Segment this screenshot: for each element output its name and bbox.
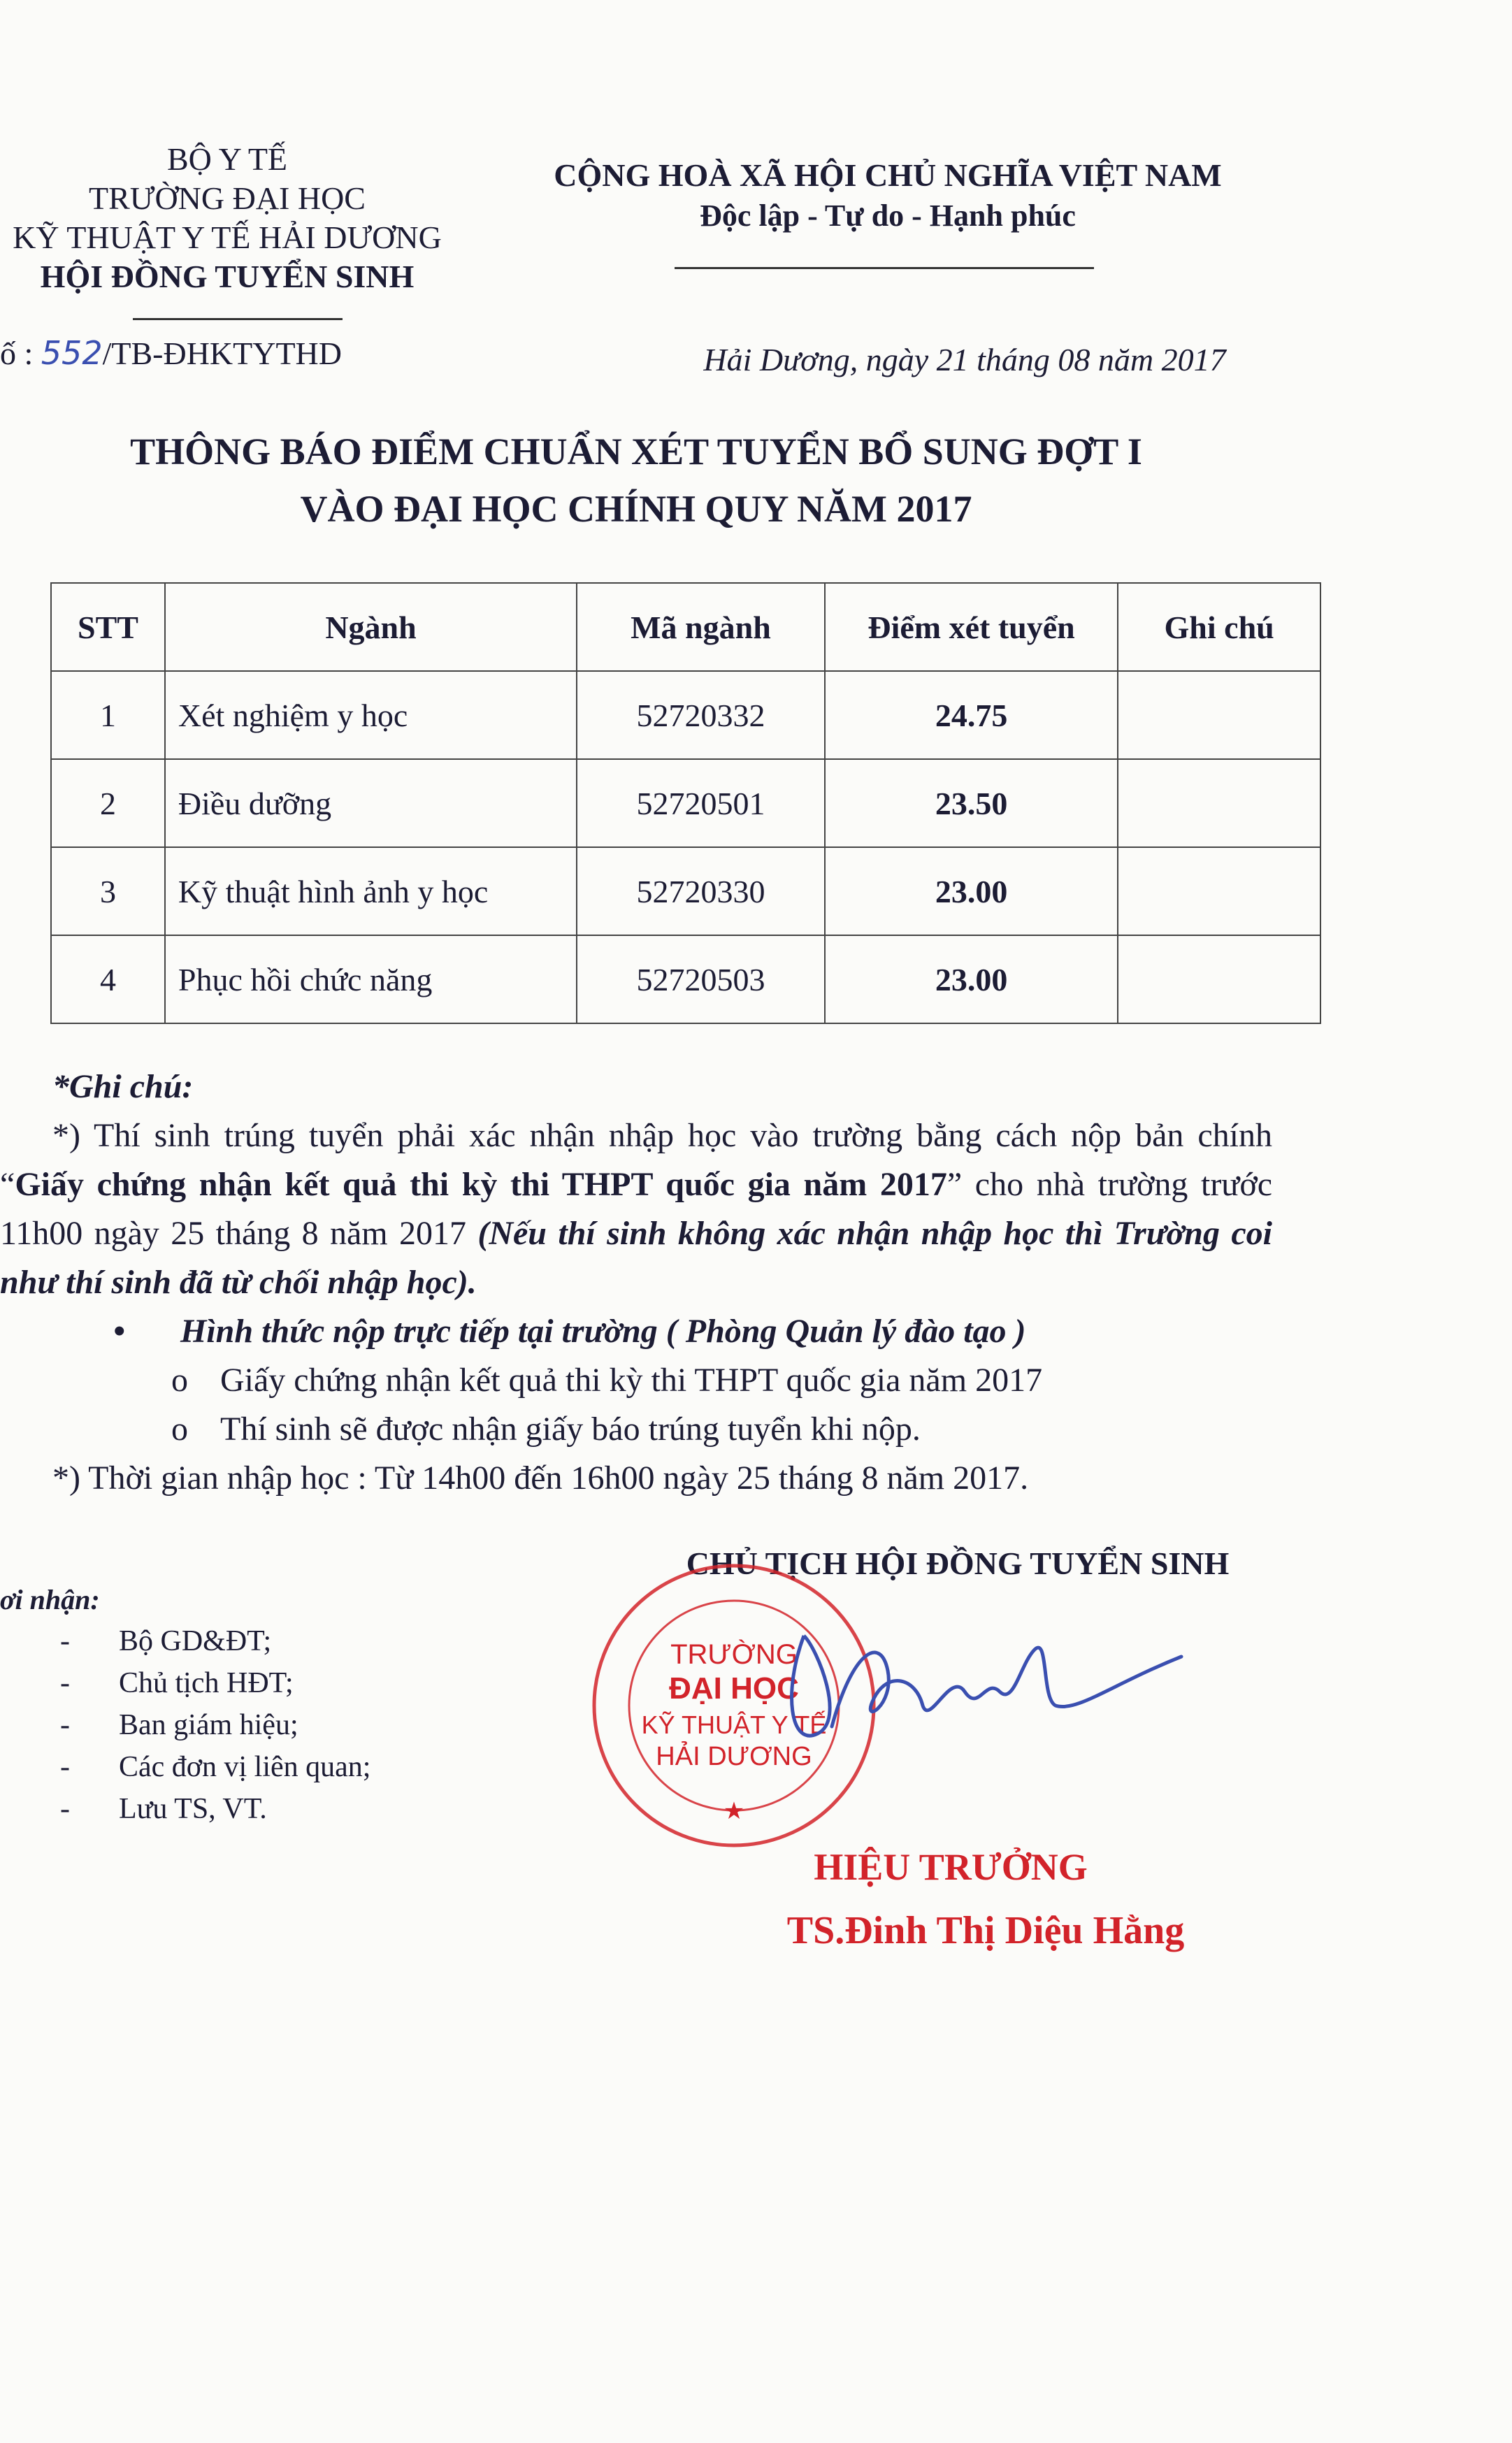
stamp-text-line2: ĐẠI HỌC [669,1671,799,1706]
table-row [51,935,1320,1023]
national-motto: Độc lập - Tự do - Hạnh phúc [700,199,1076,233]
recipient-text: Lưu TS, VT. [119,1793,267,1825]
list-item: - Lưu TS, VT. [0,1788,370,1830]
stamp-text-line1: TRƯỜNG [670,1639,798,1670]
cell-diem: 24.75 [825,671,1118,759]
stamp-star-icon: ★ [723,1799,745,1824]
cell-nganh: Phục hồi chức năng [165,935,577,1023]
header-stt: STT [51,583,165,671]
signer-role: HIỆU TRƯỞNG [814,1846,1088,1888]
recipients-list [0,1620,370,1830]
title-line1: THÔNG BÁO ĐIỂM CHUẨN XÉT TUYỂN BỔ SUNG ĐỢT I [130,431,1142,473]
cell-nganh: Điều dưỡng [165,759,577,847]
notes-p1-certificate: Giấy chứng nhận kết quả thi kỳ thi THPT quốc gia năm 2017 [15,1166,947,1203]
notes-paragraph-enrollment-time: *) Thời gian nhập học : Từ 14h00 đến 16h00 ngày 25 tháng 8 năm 2017. [52,1460,1029,1497]
header-ghi-chu: Ghi chú [1118,583,1320,671]
notes-p1-warning: (Nếu thí sinh không xác nhận nhập học thì Trường coi như thí sinh đã từ chối nhập học). [0,1215,1272,1301]
cell-ma-nganh: 52720330 [577,847,825,935]
circle-bullet-icon: o [171,1362,188,1399]
cell-stt: 1 [51,671,165,759]
cell-ma-nganh: 52720501 [577,759,825,847]
cell-ghi-chu [1118,847,1320,935]
doc-number-suffix: /TB-ĐHKTYTHD [102,336,342,371]
notes-subitem [0,1356,1272,1405]
subitem-text: Thí sinh sẽ được nhận giấy báo trúng tuyển khi nộp. [220,1411,921,1448]
header-diem: Điểm xét tuyển [825,583,1118,671]
national-header [517,155,1258,236]
cell-nganh: Kỹ thuật hình ảnh y học [165,847,577,935]
doc-number-prefix: ố : [0,336,41,371]
list-item: - Bộ GD&ĐT; [0,1620,370,1662]
doc-number-handwritten: 552 [41,334,103,372]
recipient-text: Ban giám hiệu; [119,1709,298,1741]
document-number [0,334,342,372]
table-row [51,671,1320,759]
organization-divider [133,318,343,320]
handwritten-signature [776,1608,1195,1768]
cell-stt: 2 [51,759,165,847]
table-header-row [51,583,1320,671]
list-item: - Chủ tịch HĐT; [0,1662,370,1704]
stamp-text-line4: HẢI DƯƠNG [656,1742,812,1771]
organization-block [0,140,454,296]
recipient-text: Các đơn vị liên quan; [119,1751,371,1783]
school-name-line1: TRƯỜNG ĐẠI HỌC [88,180,366,216]
notes-bullet-submission [0,1307,1272,1356]
header-ma-nganh: Mã ngành [577,583,825,671]
nation-name: CỘNG HOÀ XÃ HỘI CHỦ NGHĨA VIỆT NAM [554,157,1222,193]
notes-paragraph-confirmation [0,1111,1272,1307]
bullet-dot-icon: • [113,1313,125,1350]
cell-ghi-chu [1118,759,1320,847]
notes-subitem [0,1405,1272,1454]
signer-name: TS.Đinh Thị Diệu Hằng [786,1909,1185,1952]
admission-score-table [50,582,1321,1024]
signature-title: CHỦ TỊCH HỘI ĐỒNG TUYỂN SINH [686,1545,1230,1581]
cell-ghi-chu [1118,671,1320,759]
notes-p1-part2: ” cho nhà trường trước 11h00 ngày 25 tháng 8 năm 2017 [0,1166,1272,1252]
recipient-text: Chủ tịch HĐT; [119,1667,294,1699]
list-item: - Ban giám hiệu; [0,1704,370,1746]
table-row [51,759,1320,847]
motto-underline [675,267,1094,269]
cell-diem: 23.50 [825,759,1118,847]
ministry-name: BỘ Y TẾ [166,141,288,177]
cell-ma-nganh: 52720503 [577,935,825,1023]
notes-heading: *Ghi chú: [52,1068,194,1105]
circle-bullet-icon: o [171,1411,188,1448]
title-line2: VÀO ĐẠI HỌC CHÍNH QUY NĂM 2017 [300,488,972,530]
cell-diem: 23.00 [825,935,1118,1023]
council-name: HỘI ĐỒNG TUYỂN SINH [40,259,415,294]
list-item: - Các đơn vị liên quan; [0,1746,370,1788]
place-and-date: Hải Dương, ngày 21 tháng 08 năm 2017 [703,342,1226,377]
header-nganh: Ngành [165,583,577,671]
cell-stt: 4 [51,935,165,1023]
school-name-line2: KỸ THUẬT Y TẾ HẢI DƯƠNG [13,219,442,255]
stamp-text-line3: KỸ THUẬT Y TẾ [641,1710,827,1739]
cell-nganh: Xét nghiệm y học [165,671,577,759]
document-title [0,423,1272,538]
cell-diem: 23.00 [825,847,1118,935]
recipients-heading: ơi nhận: [0,1584,100,1615]
subitem-text: Giấy chứng nhận kết quả thi kỳ thi THPT quốc gia năm 2017 [220,1362,1043,1399]
cell-ghi-chu [1118,935,1320,1023]
table-row [51,847,1320,935]
cell-ma-nganh: 52720332 [577,671,825,759]
cell-stt: 3 [51,847,165,935]
recipient-text: Bộ GD&ĐT; [119,1625,272,1657]
notes-section [0,1062,1272,1503]
notes-p1-part1: *) Thí sinh trúng tuyển phải xác nhận nhập học vào trường bằng cách nộp bản chính “ [0,1117,1272,1203]
bullet-text: Hình thức nộp trực tiếp tại trường ( Phòng Quản lý đào tạo ) [180,1313,1026,1350]
